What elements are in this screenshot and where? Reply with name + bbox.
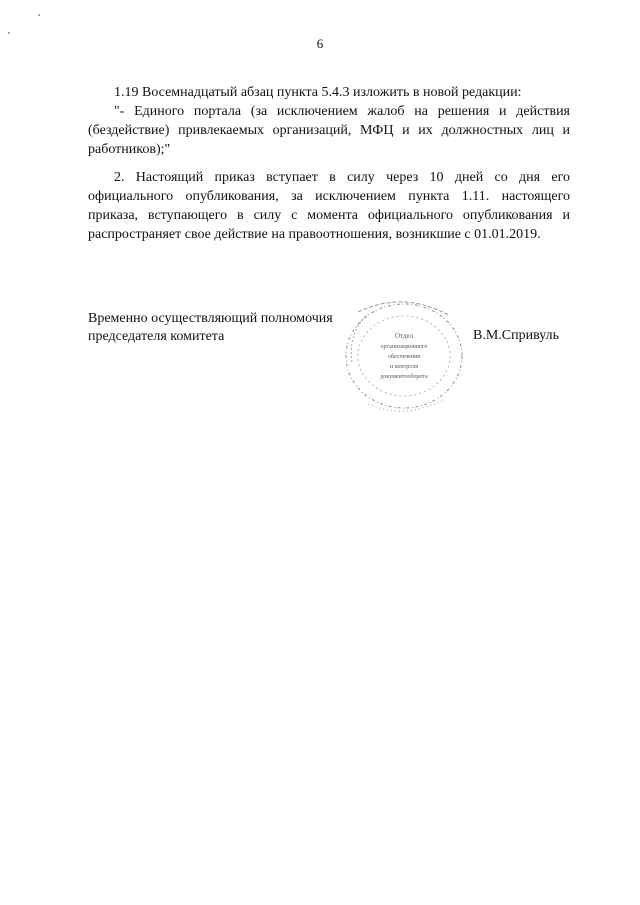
stamp-line-3: обеспечения (387, 354, 421, 360)
stamp-line-4: и контроля (390, 364, 418, 370)
paragraph-heading: 1.19 Восемнадцатый абзац пункта 5.4.3 изложить в новой редакции: (114, 85, 522, 100)
signature-position (88, 310, 333, 346)
page-number: 6 (316, 36, 324, 51)
scan-speck (8, 32, 10, 34)
paragraph-1-19 (88, 83, 570, 159)
signature-position-line-2: председателя комитета (88, 329, 225, 344)
scan-speck (38, 14, 40, 16)
stamp-line-1: Отдел (394, 332, 414, 340)
paragraph-2-text: 2. Настоящий приказ вступает в силу через 10 дней со дня его официального опубликования, за исключением пункта 1.11. настоящего приказа, вступающего в силу с момента официального опубликования и распространяет свое действие на правоотношения, возникшие с 01.01.2019. (88, 170, 570, 242)
official-stamp (338, 292, 468, 422)
paragraph-2 (88, 168, 570, 244)
stamp-line-5: документооборота (380, 374, 428, 380)
signatory-name: В.М.Спривуль (473, 328, 559, 343)
signature-position-line-1: Временно осуществляющий полномочия (88, 311, 333, 326)
stamp-line-2: организационного (380, 344, 428, 350)
paragraph-quote: "- Единого портала (за исключением жалоб на решения и действия (бездействие) привлекаемых организаций, МФЦ и их должностных лиц и работников);" (88, 104, 570, 157)
